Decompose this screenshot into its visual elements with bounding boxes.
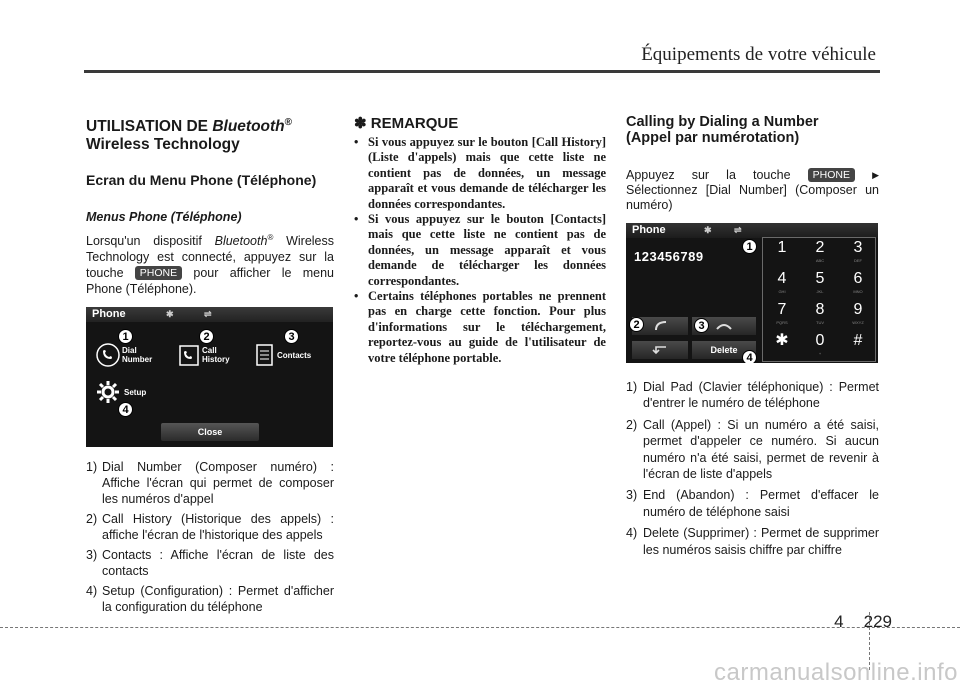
end-call-icon <box>716 322 732 330</box>
key-8[interactable]: 8 TUV <box>815 301 825 325</box>
dial-feature-list <box>626 379 879 558</box>
dial-pad-screen <box>626 223 878 363</box>
bluetooth-icon: ✱ <box>704 225 712 235</box>
phone-menu-screen <box>86 307 333 447</box>
key-4[interactable]: 4 GHI <box>777 270 787 294</box>
section-title: UTILISATION DE Bluetooth® Wireless Technology <box>86 117 293 154</box>
list-item: 3) Contacts : Affiche l'écran de liste des contacts <box>86 548 334 579</box>
number-display: 123456789 <box>634 249 704 264</box>
marker-2: 2 <box>199 329 214 344</box>
usb-icon: ⇌ <box>734 225 742 235</box>
list-item: 1) Dial Number (Composer numéro) : Affiche l'écran qui permet de composer les numéros d'appel <box>86 460 334 507</box>
screen-header: Phone ✱ ⇌ <box>626 223 878 238</box>
call-icon <box>654 320 668 332</box>
list-item: 4) Delete (Supprimer) : Permet de supprimer les numéros saisis chiffre par chiffre <box>626 526 879 557</box>
key-1[interactable]: 1 <box>777 239 787 256</box>
intro-paragraph: Lorsqu'un dispositif Bluetooth® Wireless Technology est connecté, appuyez sur la touche PHONE pour afficher le menu Phone (Téléphone). <box>86 233 334 297</box>
intro-paragraph: Appuyez sur la touche PHONE ▶ Sélectionnez [Dial Number] (Composer un numéro) <box>626 168 879 212</box>
marker-3: 3 <box>694 318 709 333</box>
column-1 <box>86 114 334 619</box>
key-3[interactable]: 3 DEF <box>853 239 863 263</box>
close-button[interactable]: Close <box>161 423 259 441</box>
list-item: • Si vous appuyez sur le bouton [Contacts] mais que cette liste ne contient pas de données, un message apparaît et vous demande de télécharger les données correspondantes. <box>354 212 606 288</box>
back-arrow-icon <box>652 345 668 355</box>
subtitle: Ecran du Menu Phone (Téléphone) <box>86 172 317 189</box>
arrow-right-icon: ▶ <box>872 170 879 180</box>
marker-2: 2 <box>629 317 644 332</box>
marker-3: 3 <box>284 329 299 344</box>
gear-icon <box>96 380 120 404</box>
phone-key-badge: PHONE <box>808 168 855 182</box>
contacts-icon <box>254 343 274 367</box>
marker-4: 4 <box>118 402 133 417</box>
section-title: Calling by Dialing a Number (Appel par numérotation) <box>626 114 819 146</box>
dial-number-label: Dial Number <box>122 346 153 365</box>
list-item: 3) End (Abandon) : Permet d'effacer le numéro de téléphone saisi <box>626 488 879 519</box>
marker-4: 4 <box>742 350 757 363</box>
call-history-icon <box>178 343 200 367</box>
remark-title: ✽ REMARQUE <box>354 115 459 132</box>
setup-label: Setup <box>124 388 147 398</box>
marker-1: 1 <box>118 329 133 344</box>
menu-feature-list <box>86 459 334 615</box>
key-9[interactable]: 9 WXYZ <box>852 301 864 325</box>
back-button[interactable] <box>632 341 688 359</box>
list-item: 1) Dial Pad (Clavier téléphonique) : Permet d'entrer le numéro de téléphone <box>626 380 879 411</box>
list-item: • Certains téléphones portables ne prennent pas en charge cette fonction. Pour plus d'informations sur le téléchargement, reportez-vous au guide de l'utilisateur de votre téléphone portable. <box>354 289 606 365</box>
key-hash[interactable]: # <box>853 332 863 349</box>
list-item: 4) Setup (Configuration) : Permet d'afficher la configuration du téléphone <box>86 584 334 615</box>
list-item: 2) Call History (Historique des appels) : affiche l'écran de l'historique des appels <box>86 512 334 543</box>
usb-icon: ⇌ <box>204 309 212 320</box>
call-history-label: Call History <box>202 346 230 365</box>
list-item: • Si vous appuyez sur le bouton [Call History] (Liste d'appels) mais que cette liste ne contient pas de données, un message apparaît et vous demande de télécharger les données correspondantes. <box>354 135 606 211</box>
key-7[interactable]: 7 PQRS <box>776 301 788 325</box>
bluetooth-icon: ✱ <box>166 309 174 320</box>
dial-pad <box>762 237 876 362</box>
marker-1: 1 <box>742 239 757 254</box>
delete-button[interactable]: Delete <box>692 341 756 359</box>
header-rule <box>84 70 880 73</box>
column-2 <box>354 114 606 366</box>
key-star[interactable]: ✱ <box>775 332 789 349</box>
phone-handset-icon <box>96 343 120 367</box>
key-5[interactable]: 5 JKL <box>815 270 825 294</box>
phone-key-badge: PHONE <box>135 266 182 280</box>
remark-list <box>354 135 606 366</box>
screen-header: Phone ✱ ⇌ <box>86 307 333 322</box>
watermark: carmanualsonline.info <box>714 659 958 686</box>
key-6[interactable]: 6 MNO <box>853 270 863 294</box>
contacts-label: Contacts <box>277 351 312 361</box>
list-item: 2) Call (Appel) : Si un numéro a été saisi, permet d'appeler ce numéro. Si aucun numéro n'a été saisi, permet de revenir à l'écran de liste d'appels <box>626 417 879 482</box>
header-title: Équipements de votre véhicule <box>641 44 876 65</box>
key-0[interactable]: 0 + <box>815 332 825 356</box>
column-3 <box>626 114 879 563</box>
section-label: Menus Phone (Téléphone) <box>86 210 242 225</box>
footer-rule <box>0 627 960 628</box>
key-2[interactable]: 2 ABC <box>815 239 825 263</box>
page-number: 4 229 <box>834 612 892 631</box>
